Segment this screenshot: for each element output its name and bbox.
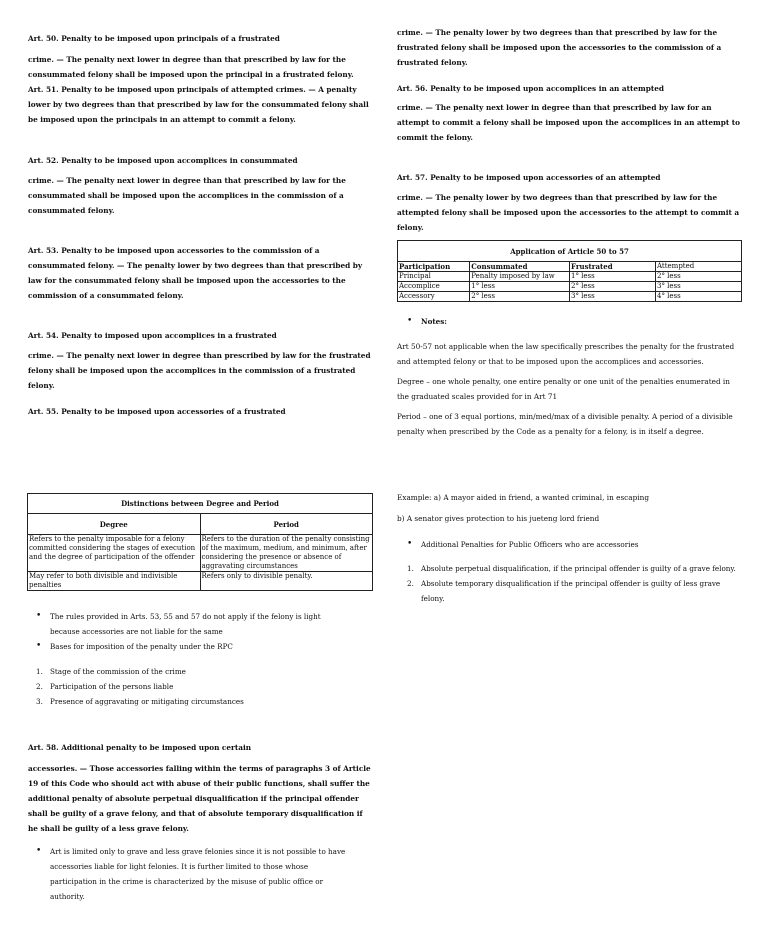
table-header-row [398, 262, 742, 272]
note-3: Period – one of 3 equal portions, min/med/max of a divisible penalty. A period of a divisible penalty when prescribed by the Code as a penalty for a felony, is in itself a degree. [397, 412, 733, 436]
art54-body: crime. — The penalty next lower in degree than prescribed by law for the frustrated felony shall be imposed upon the accomplices in the commission of a frustrated felony. [28, 351, 371, 390]
bullet-icon: • [407, 539, 413, 549]
art55-body: crime. — The penalty lower by two degrees than that prescribed by law for the frustrated felony shall be imposed upon the accessories to the commission of a frustrated felony. [397, 28, 722, 67]
table-cell: Refers only to divisible penalty. [200, 572, 373, 591]
distinctions-table-caption: Distinctions between Degree and Period [28, 494, 373, 514]
list-item: • Additional Penalties for Public Officers who are accessories [421, 537, 741, 552]
application-table [397, 240, 742, 302]
note-1: Art 50-57 not applicable when the law specifically prescribes the penalty for the frustrated and attempted felony or that to be imposed upon the accomplices and accessories. [397, 342, 735, 366]
art50-title: Art. 50. Penalty to be imposed upon principals of a frustrated [28, 34, 280, 43]
table-cell: May refer to both divisible and indivisible penalties [28, 572, 201, 591]
table-cell: 2° less [470, 292, 570, 302]
example-b: b) A senator gives protection to his jueteng lord friend [397, 514, 600, 523]
bullet-icon: • [36, 846, 42, 856]
table-cell: 4° less [655, 292, 741, 302]
art50-body: crime. — The penalty next lower in degree than that prescribed by law for the consummated felony shall be imposed upon the principal in a frustrated felony. [28, 55, 354, 79]
table-header-frustrated: Frustrated [569, 262, 655, 272]
table-cell: 1° less [470, 282, 570, 292]
table-cell: Accessory [398, 292, 470, 302]
table-cell: Accomplice [398, 282, 470, 292]
table-row [398, 292, 742, 302]
art55-title: Art. 55. Penalty to be imposed upon accessories of a frustrated [28, 407, 286, 416]
application-table-caption: Application of Article 50 to 57 [398, 241, 742, 262]
art52-body: crime. — The penalty next lower in degree than that prescribed by law for the consummated shall be imposed upon the accomplices in the commission of a consummated felony. [28, 176, 346, 215]
art58-body: accessories. — Those accessories falling within the terms of paragraphs 3 of Article 19 of this Code who should act with abuse of their public functions, shall suffer the additional penalty of absolute perpetual disqualification if the principal offender shall be guilty of a grave felony, and that of absolute temporary disqualification if he shall be guilty of a less grave felony. [28, 764, 371, 833]
art57-title: Art. 57. Penalty to be imposed upon accessories of an attempted [397, 173, 661, 182]
list-item: • Bases for imposition of the penalty under the RPC [50, 639, 350, 654]
table-cell: 2° less [655, 272, 741, 282]
distinctions-table [27, 493, 373, 591]
table-cell: 3° less [569, 292, 655, 302]
list-item: 1. Absolute perpetual disqualification, if the principal offender is guilty of a grave felony. [407, 564, 736, 573]
notes-label: • Notes: [421, 314, 447, 329]
art56-title: Art. 56. Penalty to be imposed upon accomplices in an attempted [397, 84, 664, 93]
table-cell: 3° less [655, 282, 741, 292]
art54-title: Art. 54. Penalty to imposed upon accomplices in a frustrated [28, 331, 277, 340]
table-header-consummated: Consummated [470, 262, 570, 272]
bullet-icon: • [36, 641, 42, 651]
table-header-participation: Participation [398, 262, 470, 272]
bullet-icon: • [407, 316, 413, 326]
table-header-attempted: Attempted [655, 262, 741, 272]
art53-text: Art. 53. Penalty to be imposed upon accessories to the commission of a consummated felony. — The penalty lower by two degrees than that prescribed by law for the consummated felony shall be imposed upon the accessories to the commission of a consummated felony. [28, 246, 363, 300]
art56-body: crime. — The penalty next lower in degree than that prescribed by law for an attempt to commit a felony shall be imposed upon the accomplices in an attempt to commit the felony. [397, 103, 741, 142]
table-cell: Principal [398, 272, 470, 282]
table-header-period: Period [200, 514, 373, 535]
table-cell: 1° less [569, 272, 655, 282]
table-row [398, 272, 742, 282]
list-item: 2. Absolute temporary disqualification if the principal offender is guilty of less grave felony. [407, 579, 721, 603]
table-cell: 2° less [569, 282, 655, 292]
table-cell: Penalty imposed by law [470, 272, 570, 282]
art58-title: Art. 58. Additional penalty to be imposed upon certain [28, 743, 252, 752]
art52-title: Art. 52. Penalty to be imposed upon accomplices in consummated [28, 156, 298, 165]
list-item: • Art is limited only to grave and less grave felonies since it is not possible to have accessories liable for light felonies. It is further limited to those whose participation in the crime is characterized by the misuse of public office or authority. [36, 846, 346, 901]
list-item: 3. Presence of aggravating or mitigating circumstances [36, 697, 244, 706]
table-row [28, 572, 373, 591]
table-cell: Refers to the penalty imposable for a felony committed considering the stages of execution and the degree of participation of the offender [28, 535, 201, 572]
list-item: 2. Participation of the persons liable [36, 682, 174, 691]
art57-body: crime. — The penalty lower by two degrees than that prescribed by law for the attempted felony shall be imposed upon the accessories to the attempt to commit a felony. [397, 193, 740, 232]
table-cell: Refers to the duration of the penalty consisting of the maximum, medium, and minimum, after considering the presence or absence of aggravating circumstances [200, 535, 373, 572]
list-item: 1. Stage of the commission of the crime [36, 667, 186, 676]
example-a: Example: a) A mayor aided in friend, a wanted criminal, in escaping [397, 493, 649, 502]
table-row [28, 535, 373, 572]
table-header-degree: Degree [28, 514, 201, 535]
bullet-icon: • [36, 611, 42, 621]
list-item: • The rules provided in Arts. 53, 55 and 57 do not apply if the felony is light because accessories are not liable for the same [36, 611, 321, 636]
note-2: Degree – one whole penalty, one entire penalty or one unit of the penalties enumerated in the graduated scales provided for in Art 71 [397, 377, 730, 401]
table-row [398, 282, 742, 292]
art51-text: Art. 51. Penalty to be imposed upon principals of attempted crimes. — A penalty lower by two degrees than that prescribed by law for the consummated felony shall be imposed upon the principals in an attempt to commit a felony. [28, 85, 369, 124]
